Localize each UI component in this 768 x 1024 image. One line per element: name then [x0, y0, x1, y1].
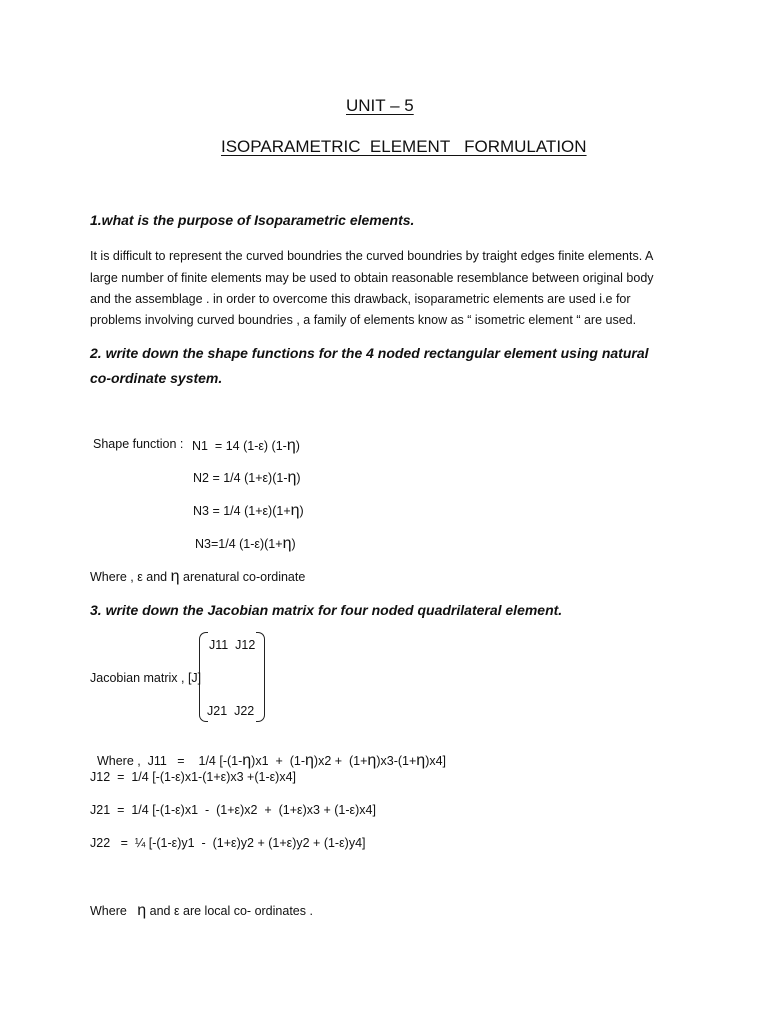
local-coordinate-note — [90, 902, 313, 920]
answer-1-line-3: and the assemblage . in order to overcome this drawback, isoparametric elements are used i.e for — [90, 292, 631, 306]
question-2-line-1: 2. write down the shape functions for the 4 noded rectangular element using natural — [90, 345, 649, 361]
j11-part-a: Where , J11 = 1/4 [-(1- — [96, 754, 243, 768]
eta-symbol: η — [367, 752, 377, 769]
eta-symbol: η — [242, 752, 252, 769]
page-title: ISOPARAMETRIC ELEMENT FORMULATION — [221, 137, 587, 156]
natural-coordinate-note — [90, 568, 305, 586]
matrix-right-bracket — [256, 632, 265, 722]
where-suffix: arenatural co-ordinate — [183, 570, 306, 584]
j22-equation: J22 = ¼ [-(1-ε)y1 - (1+ε)y2 + (1+ε)y2 + (1-ε)y4] — [90, 836, 366, 850]
final-prefix: Where — [90, 904, 127, 918]
question-1: 1.what is the purpose of Isoparametric elements. — [90, 212, 415, 228]
unit-heading: UNIT – 5 — [346, 96, 414, 115]
matrix-row-1: J11 J12 — [209, 638, 256, 652]
n2-text: N2 = 1/4 (1+ε)(1- — [193, 471, 288, 485]
j11-part-c: )x2 + (1+ — [313, 754, 368, 768]
close-paren: ) — [295, 439, 300, 453]
close-paren: ) — [299, 504, 304, 518]
matrix-label: Jacobian matrix , [J] — [90, 671, 202, 685]
j11-equation — [90, 738, 446, 770]
shape-function-n2 — [193, 469, 301, 487]
answer-1-line-2: large number of finite elements may be used to obtain reasonable resemblance between original body — [90, 271, 654, 285]
eta-symbol: η — [282, 535, 292, 552]
shape-function-n1 — [192, 437, 300, 455]
answer-1-line-4: problems involving curved boundries , a family of elements know as “ isometric element “ are used. — [90, 313, 637, 327]
n4-text: N3=1/4 (1-ε)(1+ — [195, 537, 283, 551]
shape-function-n4 — [195, 535, 296, 553]
shape-function-n3 — [193, 502, 304, 520]
close-paren: ) — [291, 537, 296, 551]
j11-part-b: )x1 + (1- — [251, 754, 306, 768]
question-2-line-2: co-ordinate system. — [90, 370, 223, 386]
close-paren: ) — [296, 471, 301, 485]
where-prefix: Where , ε and — [90, 570, 168, 584]
n1-text: N1 = 14 (1-ε) (1- — [192, 439, 287, 453]
answer-1-line-1: It is difficult to represent the curved boundries the curved boundries by traight edges finite elements. A — [90, 249, 654, 263]
j12-equation: J12 = 1/4 [-(1-ε)x1-(1+ε)x3 +(1-ε)x4] — [90, 770, 297, 784]
final-suffix: and ε are local co- ordinates . — [149, 904, 313, 918]
matrix-row-2: J21 J22 — [207, 704, 255, 718]
eta-symbol: η — [287, 469, 297, 486]
shape-function-label: Shape function : — [93, 437, 184, 451]
eta-symbol: η — [290, 502, 300, 519]
eta-symbol: η — [416, 752, 426, 769]
j21-equation: J21 = 1/4 [-(1-ε)x1 - (1+ε)x2 + (1+ε)x3 + (1-ε)x4] — [90, 803, 376, 817]
eta-symbol: η — [305, 752, 314, 769]
j11-part-d: )x3-(1+ — [376, 754, 417, 768]
j11-part-e: )x4] — [425, 754, 447, 768]
eta-symbol: η — [286, 437, 296, 454]
n3-text: N3 = 1/4 (1+ε)(1+ — [193, 504, 291, 518]
question-3: 3. write down the Jacobian matrix for four noded quadrilateral element. — [90, 602, 563, 618]
eta-symbol: η — [170, 568, 180, 585]
eta-symbol: η — [137, 902, 147, 919]
